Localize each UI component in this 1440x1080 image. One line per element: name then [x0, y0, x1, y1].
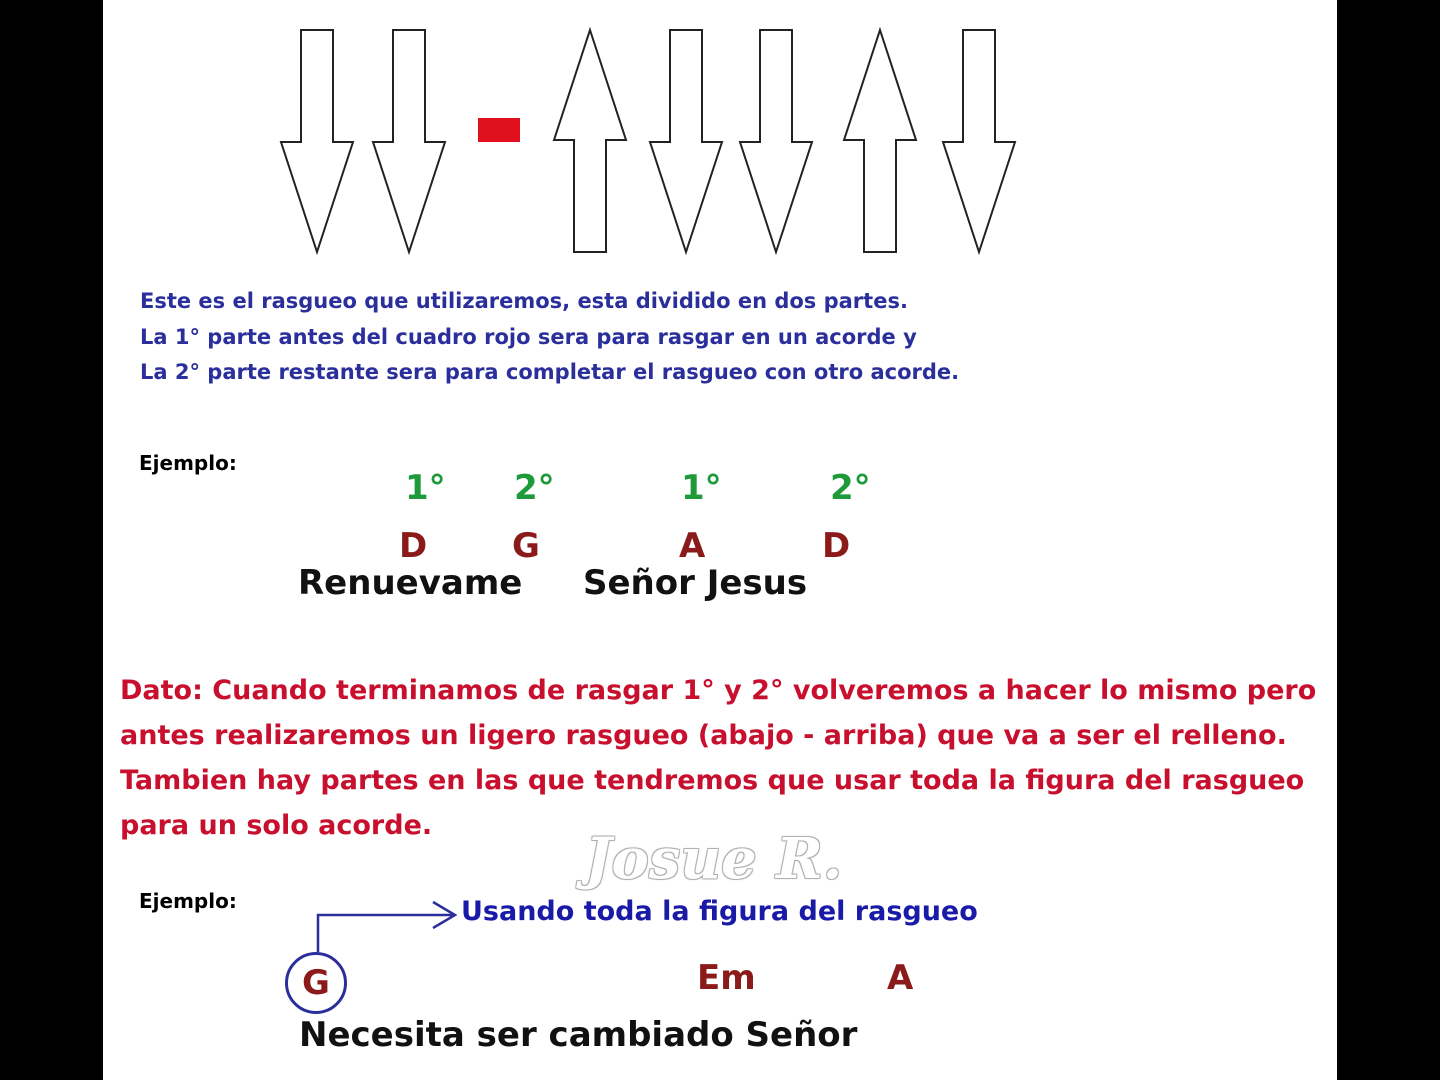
circled-chord-name: G: [302, 963, 330, 1003]
lesson-slide: [103, 0, 1337, 1080]
full-pattern-note: Usando toda la figura del rasgueo: [461, 896, 978, 927]
watermark: Josue R.: [585, 826, 843, 892]
lyric-text: Renuevame: [298, 563, 523, 603]
chord-name: A: [887, 958, 914, 998]
chord-name: G: [512, 526, 540, 566]
degree-marker: 2°: [514, 468, 555, 508]
degree-marker: 1°: [405, 468, 446, 508]
chord-name: A: [679, 526, 706, 566]
degree-marker: 1°: [681, 468, 722, 508]
lyric-text: Necesita ser cambiado Señor: [299, 1015, 858, 1055]
intro-line-2: La 1° parte antes del cuadro rojo sera para rasgar en un acorde y: [140, 325, 917, 349]
chord-name: D: [822, 526, 851, 566]
lyric-text: Señor Jesus: [583, 563, 808, 603]
example-1-label: Ejemplo:: [139, 451, 237, 475]
dato-tip: Dato: Cuando terminamos de rasgar 1° y 2° volveremos a hacer lo mismo pero antes realizaremos un ligero rasgueo (abajo - arriba) que va a ser el relleno. Tambien hay partes en las que tendremos que usar toda la figura del rasgueo para un solo acorde.: [120, 675, 1317, 841]
degree-marker: 2°: [830, 468, 871, 508]
chord-name: Em: [697, 958, 756, 998]
chord-name: D: [399, 526, 428, 566]
circled-chord: [285, 952, 347, 1014]
intro-line-1: Este es el rasgueo que utilizaremos, esta dividido en dos partes.: [140, 289, 908, 313]
example-2-label: Ejemplo:: [139, 889, 237, 913]
intro-line-3: La 2° parte restante sera para completar el rasgueo con otro acorde.: [140, 360, 960, 384]
